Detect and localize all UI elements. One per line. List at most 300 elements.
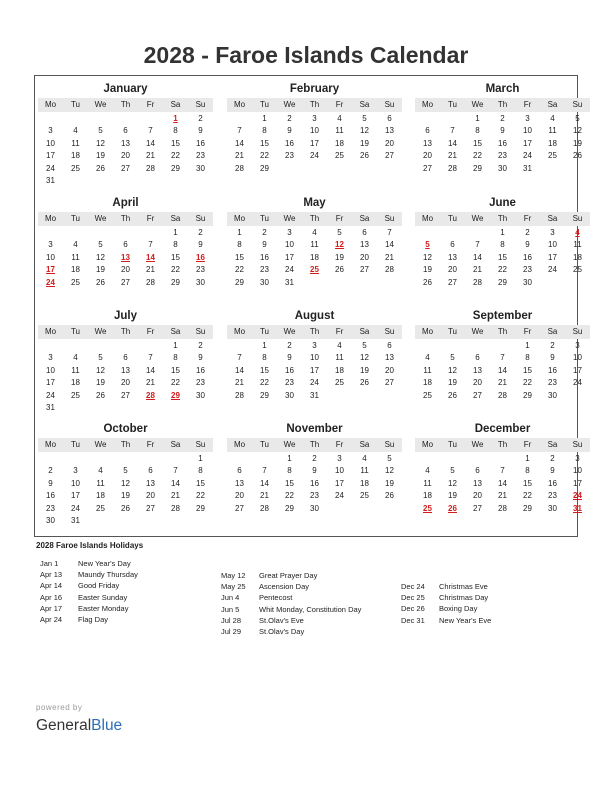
- day-cell[interactable]: 30: [548, 390, 557, 400]
- day-cell[interactable]: 4: [98, 466, 103, 476]
- day-cell[interactable]: 4: [362, 454, 367, 463]
- day-cell[interactable]: 9: [198, 353, 203, 363]
- day-cell[interactable]: 29: [260, 163, 269, 173]
- day-cell[interactable]: 7: [148, 240, 153, 250]
- holiday-day-cell[interactable]: 17: [46, 265, 55, 275]
- day-cell[interactable]: 29: [196, 503, 205, 513]
- day-cell[interactable]: 8: [262, 353, 267, 363]
- holiday-day-cell[interactable]: 31: [573, 503, 582, 513]
- day-cell[interactable]: 17: [310, 365, 319, 375]
- day-cell[interactable]: 26: [335, 265, 344, 275]
- day-cell[interactable]: 7: [262, 466, 267, 476]
- day-cell[interactable]: 24: [523, 151, 532, 161]
- day-cell[interactable]: 20: [473, 491, 482, 501]
- day-cell[interactable]: 24: [285, 265, 294, 275]
- day-cell[interactable]: 7: [475, 240, 480, 250]
- day-cell[interactable]: 15: [523, 365, 532, 375]
- day-cell[interactable]: 1: [287, 454, 292, 463]
- day-cell[interactable]: 13: [448, 252, 457, 262]
- holiday-day-cell[interactable]: 1: [173, 114, 178, 123]
- day-cell[interactable]: 1: [262, 114, 267, 123]
- day-cell[interactable]: 19: [573, 138, 582, 148]
- day-cell[interactable]: 11: [423, 478, 432, 488]
- day-cell[interactable]: 11: [360, 466, 369, 476]
- holiday-day-cell[interactable]: 28: [146, 390, 155, 400]
- day-cell[interactable]: 30: [196, 163, 205, 173]
- day-cell[interactable]: 15: [473, 138, 482, 148]
- day-cell[interactable]: 18: [360, 478, 369, 488]
- day-cell[interactable]: 21: [498, 491, 507, 501]
- day-cell[interactable]: 8: [173, 240, 178, 250]
- day-cell[interactable]: 9: [198, 126, 203, 136]
- day-cell[interactable]: 14: [235, 138, 244, 148]
- day-cell[interactable]: 8: [237, 240, 242, 250]
- day-cell[interactable]: 26: [96, 390, 105, 400]
- day-cell[interactable]: 5: [362, 341, 367, 350]
- day-cell[interactable]: 11: [96, 478, 105, 488]
- day-cell[interactable]: 26: [385, 491, 394, 501]
- day-cell[interactable]: 29: [285, 503, 294, 513]
- day-cell[interactable]: 18: [548, 138, 557, 148]
- day-cell[interactable]: 21: [146, 265, 155, 275]
- day-cell[interactable]: 3: [575, 454, 580, 463]
- day-cell[interactable]: 2: [550, 341, 555, 350]
- day-cell[interactable]: 10: [71, 478, 80, 488]
- day-cell[interactable]: 22: [260, 378, 269, 388]
- day-cell[interactable]: 26: [573, 151, 582, 161]
- day-cell[interactable]: 30: [46, 515, 55, 525]
- day-cell[interactable]: 5: [575, 114, 580, 123]
- day-cell[interactable]: 3: [312, 114, 317, 123]
- day-cell[interactable]: 28: [498, 503, 507, 513]
- day-cell[interactable]: 20: [121, 265, 130, 275]
- day-cell[interactable]: 1: [475, 114, 480, 123]
- day-cell[interactable]: 9: [198, 240, 203, 250]
- day-cell[interactable]: 7: [500, 353, 505, 363]
- day-cell[interactable]: 11: [335, 353, 344, 363]
- day-cell[interactable]: 2: [198, 228, 203, 237]
- day-cell[interactable]: 3: [550, 228, 555, 237]
- day-cell[interactable]: 8: [525, 353, 530, 363]
- day-cell[interactable]: 19: [96, 265, 105, 275]
- day-cell[interactable]: 29: [171, 163, 180, 173]
- day-cell[interactable]: 6: [387, 114, 392, 123]
- day-cell[interactable]: 27: [146, 503, 155, 513]
- day-cell[interactable]: 24: [46, 390, 55, 400]
- day-cell[interactable]: 19: [121, 491, 130, 501]
- day-cell[interactable]: 7: [237, 353, 242, 363]
- day-cell[interactable]: 3: [48, 353, 53, 363]
- day-cell[interactable]: 11: [71, 138, 80, 148]
- day-cell[interactable]: 9: [550, 353, 555, 363]
- day-cell[interactable]: 15: [171, 365, 180, 375]
- day-cell[interactable]: 3: [525, 114, 530, 123]
- day-cell[interactable]: 30: [285, 390, 294, 400]
- day-cell[interactable]: 3: [48, 126, 53, 136]
- day-cell[interactable]: 19: [423, 265, 432, 275]
- day-cell[interactable]: 4: [337, 341, 342, 350]
- day-cell[interactable]: 17: [523, 138, 532, 148]
- day-cell[interactable]: 27: [473, 503, 482, 513]
- day-cell[interactable]: 22: [285, 491, 294, 501]
- day-cell[interactable]: 7: [450, 126, 455, 136]
- day-cell[interactable]: 14: [146, 138, 155, 148]
- day-cell[interactable]: 23: [548, 491, 557, 501]
- day-cell[interactable]: 25: [71, 277, 80, 287]
- day-cell[interactable]: 31: [71, 515, 80, 525]
- day-cell[interactable]: 12: [573, 126, 582, 136]
- day-cell[interactable]: 15: [285, 478, 294, 488]
- day-cell[interactable]: 20: [121, 151, 130, 161]
- holiday-day-cell[interactable]: 29: [171, 390, 180, 400]
- day-cell[interactable]: 1: [525, 454, 530, 463]
- day-cell[interactable]: 2: [550, 454, 555, 463]
- day-cell[interactable]: 28: [171, 503, 180, 513]
- day-cell[interactable]: 20: [473, 378, 482, 388]
- day-cell[interactable]: 16: [548, 365, 557, 375]
- day-cell[interactable]: 28: [260, 503, 269, 513]
- day-cell[interactable]: 27: [385, 151, 394, 161]
- day-cell[interactable]: 10: [46, 252, 55, 262]
- day-cell[interactable]: 23: [285, 378, 294, 388]
- day-cell[interactable]: 13: [360, 240, 369, 250]
- day-cell[interactable]: 24: [46, 163, 55, 173]
- day-cell[interactable]: 9: [287, 353, 292, 363]
- day-cell[interactable]: 3: [73, 466, 78, 476]
- day-cell[interactable]: 29: [523, 503, 532, 513]
- day-cell[interactable]: 24: [71, 503, 80, 513]
- day-cell[interactable]: 24: [310, 151, 319, 161]
- day-cell[interactable]: 28: [498, 390, 507, 400]
- day-cell[interactable]: 2: [287, 341, 292, 350]
- day-cell[interactable]: 6: [475, 466, 480, 476]
- day-cell[interactable]: 16: [285, 365, 294, 375]
- day-cell[interactable]: 27: [121, 390, 130, 400]
- day-cell[interactable]: 15: [498, 252, 507, 262]
- day-cell[interactable]: 8: [287, 466, 292, 476]
- day-cell[interactable]: 11: [71, 365, 80, 375]
- day-cell[interactable]: 23: [260, 265, 269, 275]
- day-cell[interactable]: 31: [523, 163, 532, 173]
- day-cell[interactable]: 21: [260, 491, 269, 501]
- day-cell[interactable]: 30: [498, 163, 507, 173]
- day-cell[interactable]: 1: [237, 228, 242, 237]
- day-cell[interactable]: 22: [235, 265, 244, 275]
- day-cell[interactable]: 13: [121, 365, 130, 375]
- day-cell[interactable]: 12: [121, 478, 130, 488]
- day-cell[interactable]: 27: [448, 277, 457, 287]
- day-cell[interactable]: 11: [548, 126, 557, 136]
- day-cell[interactable]: 10: [573, 466, 582, 476]
- day-cell[interactable]: 22: [171, 151, 180, 161]
- day-cell[interactable]: 21: [146, 378, 155, 388]
- day-cell[interactable]: 17: [285, 252, 294, 262]
- day-cell[interactable]: 14: [385, 240, 394, 250]
- holiday-day-cell[interactable]: 16: [196, 252, 205, 262]
- day-cell[interactable]: 10: [46, 365, 55, 375]
- day-cell[interactable]: 6: [123, 353, 128, 363]
- day-cell[interactable]: 8: [262, 126, 267, 136]
- day-cell[interactable]: 12: [423, 252, 432, 262]
- day-cell[interactable]: 6: [475, 353, 480, 363]
- day-cell[interactable]: 17: [335, 478, 344, 488]
- day-cell[interactable]: 10: [523, 126, 532, 136]
- day-cell[interactable]: 21: [146, 151, 155, 161]
- day-cell[interactable]: 3: [337, 454, 342, 463]
- day-cell[interactable]: 5: [98, 353, 103, 363]
- day-cell[interactable]: 24: [573, 378, 582, 388]
- day-cell[interactable]: 29: [473, 163, 482, 173]
- day-cell[interactable]: 1: [262, 341, 267, 350]
- day-cell[interactable]: 8: [173, 126, 178, 136]
- day-cell[interactable]: 23: [285, 151, 294, 161]
- day-cell[interactable]: 27: [360, 265, 369, 275]
- day-cell[interactable]: 23: [196, 151, 205, 161]
- day-cell[interactable]: 24: [310, 378, 319, 388]
- day-cell[interactable]: 19: [448, 378, 457, 388]
- day-cell[interactable]: 13: [146, 478, 155, 488]
- day-cell[interactable]: 18: [335, 138, 344, 148]
- day-cell[interactable]: 31: [46, 402, 55, 412]
- day-cell[interactable]: 12: [448, 365, 457, 375]
- day-cell[interactable]: 4: [550, 114, 555, 123]
- holiday-day-cell[interactable]: 25: [310, 265, 319, 275]
- day-cell[interactable]: 31: [310, 390, 319, 400]
- day-cell[interactable]: 6: [237, 466, 242, 476]
- day-cell[interactable]: 30: [196, 390, 205, 400]
- day-cell[interactable]: 21: [498, 378, 507, 388]
- day-cell[interactable]: 21: [473, 265, 482, 275]
- day-cell[interactable]: 2: [287, 114, 292, 123]
- day-cell[interactable]: 23: [498, 151, 507, 161]
- day-cell[interactable]: 7: [148, 126, 153, 136]
- day-cell[interactable]: 10: [46, 138, 55, 148]
- day-cell[interactable]: 2: [198, 341, 203, 350]
- day-cell[interactable]: 14: [260, 478, 269, 488]
- day-cell[interactable]: 21: [385, 252, 394, 262]
- day-cell[interactable]: 15: [171, 138, 180, 148]
- day-cell[interactable]: 6: [425, 126, 430, 136]
- day-cell[interactable]: 9: [525, 240, 530, 250]
- day-cell[interactable]: 17: [310, 138, 319, 148]
- day-cell[interactable]: 6: [387, 341, 392, 350]
- day-cell[interactable]: 13: [473, 478, 482, 488]
- day-cell[interactable]: 22: [196, 491, 205, 501]
- day-cell[interactable]: 28: [235, 163, 244, 173]
- day-cell[interactable]: 25: [335, 151, 344, 161]
- day-cell[interactable]: 5: [337, 228, 342, 237]
- day-cell[interactable]: 20: [423, 151, 432, 161]
- day-cell[interactable]: 5: [450, 466, 455, 476]
- day-cell[interactable]: 29: [171, 277, 180, 287]
- day-cell[interactable]: 14: [498, 478, 507, 488]
- day-cell[interactable]: 23: [196, 265, 205, 275]
- day-cell[interactable]: 12: [96, 365, 105, 375]
- day-cell[interactable]: 13: [235, 478, 244, 488]
- day-cell[interactable]: 13: [423, 138, 432, 148]
- day-cell[interactable]: 2: [525, 228, 530, 237]
- day-cell[interactable]: 14: [171, 478, 180, 488]
- day-cell[interactable]: 12: [448, 478, 457, 488]
- day-cell[interactable]: 18: [71, 265, 80, 275]
- day-cell[interactable]: 17: [46, 151, 55, 161]
- day-cell[interactable]: 14: [235, 365, 244, 375]
- day-cell[interactable]: 23: [523, 265, 532, 275]
- day-cell[interactable]: 26: [360, 151, 369, 161]
- day-cell[interactable]: 12: [385, 466, 394, 476]
- day-cell[interactable]: 4: [73, 240, 78, 250]
- day-cell[interactable]: 15: [260, 138, 269, 148]
- day-cell[interactable]: 28: [448, 163, 457, 173]
- day-cell[interactable]: 1: [173, 228, 178, 237]
- day-cell[interactable]: 7: [387, 228, 392, 237]
- day-cell[interactable]: 2: [312, 454, 317, 463]
- day-cell[interactable]: 12: [96, 138, 105, 148]
- day-cell[interactable]: 19: [360, 365, 369, 375]
- day-cell[interactable]: 23: [310, 491, 319, 501]
- day-cell[interactable]: 6: [450, 240, 455, 250]
- holiday-day-cell[interactable]: 4: [575, 228, 580, 237]
- day-cell[interactable]: 13: [121, 138, 130, 148]
- day-cell[interactable]: 19: [360, 138, 369, 148]
- holiday-day-cell[interactable]: 25: [423, 503, 432, 513]
- day-cell[interactable]: 22: [260, 151, 269, 161]
- day-cell[interactable]: 4: [425, 466, 430, 476]
- day-cell[interactable]: 19: [96, 378, 105, 388]
- holiday-day-cell[interactable]: 26: [448, 503, 457, 513]
- day-cell[interactable]: 10: [285, 240, 294, 250]
- day-cell[interactable]: 13: [473, 365, 482, 375]
- day-cell[interactable]: 8: [475, 126, 480, 136]
- day-cell[interactable]: 3: [575, 341, 580, 350]
- day-cell[interactable]: 20: [360, 252, 369, 262]
- day-cell[interactable]: 15: [196, 478, 205, 488]
- day-cell[interactable]: 1: [173, 341, 178, 350]
- day-cell[interactable]: 10: [310, 353, 319, 363]
- day-cell[interactable]: 21: [171, 491, 180, 501]
- day-cell[interactable]: 5: [123, 466, 128, 476]
- day-cell[interactable]: 20: [235, 491, 244, 501]
- day-cell[interactable]: 26: [423, 277, 432, 287]
- day-cell[interactable]: 18: [423, 491, 432, 501]
- day-cell[interactable]: 25: [573, 265, 582, 275]
- day-cell[interactable]: 3: [312, 341, 317, 350]
- day-cell[interactable]: 24: [548, 265, 557, 275]
- day-cell[interactable]: 15: [171, 252, 180, 262]
- day-cell[interactable]: 3: [48, 240, 53, 250]
- day-cell[interactable]: 28: [473, 277, 482, 287]
- day-cell[interactable]: 18: [96, 491, 105, 501]
- day-cell[interactable]: 14: [146, 365, 155, 375]
- day-cell[interactable]: 15: [523, 478, 532, 488]
- day-cell[interactable]: 15: [235, 252, 244, 262]
- day-cell[interactable]: 29: [498, 277, 507, 287]
- day-cell[interactable]: 18: [573, 252, 582, 262]
- holiday-day-cell[interactable]: 12: [335, 240, 344, 250]
- day-cell[interactable]: 23: [196, 378, 205, 388]
- day-cell[interactable]: 4: [337, 114, 342, 123]
- day-cell[interactable]: 2: [198, 114, 203, 123]
- day-cell[interactable]: 26: [96, 277, 105, 287]
- day-cell[interactable]: 5: [387, 454, 392, 463]
- day-cell[interactable]: 22: [171, 265, 180, 275]
- day-cell[interactable]: 4: [312, 228, 317, 237]
- day-cell[interactable]: 30: [310, 503, 319, 513]
- day-cell[interactable]: 12: [360, 126, 369, 136]
- day-cell[interactable]: 1: [198, 454, 203, 463]
- day-cell[interactable]: 4: [73, 126, 78, 136]
- day-cell[interactable]: 11: [310, 240, 319, 250]
- day-cell[interactable]: 14: [498, 365, 507, 375]
- day-cell[interactable]: 6: [123, 126, 128, 136]
- day-cell[interactable]: 5: [362, 114, 367, 123]
- day-cell[interactable]: 25: [423, 390, 432, 400]
- day-cell[interactable]: 27: [473, 390, 482, 400]
- day-cell[interactable]: 27: [385, 378, 394, 388]
- day-cell[interactable]: 30: [523, 277, 532, 287]
- day-cell[interactable]: 8: [198, 466, 203, 476]
- day-cell[interactable]: 2: [500, 114, 505, 123]
- day-cell[interactable]: 22: [473, 151, 482, 161]
- day-cell[interactable]: 10: [335, 466, 344, 476]
- day-cell[interactable]: 10: [548, 240, 557, 250]
- day-cell[interactable]: 14: [473, 252, 482, 262]
- day-cell[interactable]: 1: [525, 341, 530, 350]
- day-cell[interactable]: 2: [262, 228, 267, 237]
- day-cell[interactable]: 5: [98, 240, 103, 250]
- day-cell[interactable]: 27: [423, 163, 432, 173]
- day-cell[interactable]: 11: [573, 240, 582, 250]
- day-cell[interactable]: 26: [96, 163, 105, 173]
- day-cell[interactable]: 24: [335, 491, 344, 501]
- day-cell[interactable]: 14: [448, 138, 457, 148]
- day-cell[interactable]: 16: [285, 138, 294, 148]
- day-cell[interactable]: 15: [260, 365, 269, 375]
- day-cell[interactable]: 30: [260, 277, 269, 287]
- day-cell[interactable]: 28: [146, 277, 155, 287]
- day-cell[interactable]: 18: [423, 378, 432, 388]
- day-cell[interactable]: 11: [423, 365, 432, 375]
- day-cell[interactable]: 25: [71, 390, 80, 400]
- day-cell[interactable]: 23: [46, 503, 55, 513]
- day-cell[interactable]: 25: [71, 163, 80, 173]
- day-cell[interactable]: 10: [310, 126, 319, 136]
- day-cell[interactable]: 13: [385, 353, 394, 363]
- day-cell[interactable]: 16: [46, 491, 55, 501]
- day-cell[interactable]: 5: [450, 353, 455, 363]
- day-cell[interactable]: 19: [385, 478, 394, 488]
- day-cell[interactable]: 9: [262, 240, 267, 250]
- day-cell[interactable]: 8: [525, 466, 530, 476]
- day-cell[interactable]: 30: [196, 277, 205, 287]
- day-cell[interactable]: 27: [235, 503, 244, 513]
- day-cell[interactable]: 16: [196, 365, 205, 375]
- day-cell[interactable]: 7: [148, 353, 153, 363]
- day-cell[interactable]: 16: [523, 252, 532, 262]
- day-cell[interactable]: 31: [285, 277, 294, 287]
- day-cell[interactable]: 17: [573, 365, 582, 375]
- day-cell[interactable]: 17: [71, 491, 80, 501]
- day-cell[interactable]: 17: [548, 252, 557, 262]
- day-cell[interactable]: 22: [523, 491, 532, 501]
- day-cell[interactable]: 7: [173, 466, 178, 476]
- day-cell[interactable]: 20: [448, 265, 457, 275]
- day-cell[interactable]: 23: [548, 378, 557, 388]
- day-cell[interactable]: 28: [146, 163, 155, 173]
- day-cell[interactable]: 4: [425, 353, 430, 363]
- day-cell[interactable]: 22: [498, 265, 507, 275]
- day-cell[interactable]: 12: [96, 252, 105, 262]
